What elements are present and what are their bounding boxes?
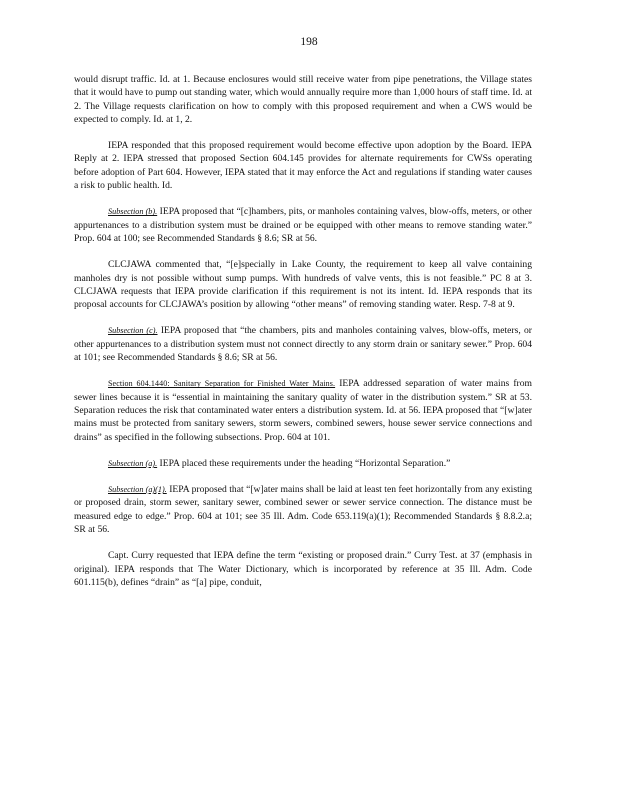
paragraph-text: IEPA responded that this proposed requirement would become effective upon adoption by the Board. IEPA Reply at 2. IEPA stressed that proposed Section 604.145 provides for alternate requirements for CWSs operating before adoption of Part 604. However, IEPA stated that it may enforce the Act and regulations if standing water causes a risk to public health. Id. [74, 140, 532, 192]
section-heading: Section 604.1440: Sanitary Separation for Finished Water Mains. [108, 379, 336, 389]
subsection-heading: Subsection (c). [108, 326, 158, 336]
paragraph-text: IEPA proposed that “[c]hambers, pits, or manholes containing valves, blow-offs, meters, or other appurtenances to a distribution system must be drained or be equipped with other means to remove standing water.” Prop. 604 at 100; see Recommended Standards § 8.6; SR at 56. [74, 206, 532, 244]
paragraph-subsection-a1 [74, 483, 532, 536]
paragraph-section-604-1440 [74, 377, 532, 443]
paragraph-clcjawa-comment [74, 258, 532, 311]
paragraph-text: IEPA addressed separation of water mains from sewer lines because it is “essential in maintaining the sanitary quality of water in the distribution system.” SR at 53. Separation reduces the risk that contaminated water enters a distribution system. Id. at 56. IEPA proposed that “[w]ater mains must be protected from sanitary sewers, storm sewers, combined sewers, house sewer service connections and drains” as specified in the following subsections. Prop. 604 at 101. [74, 378, 532, 443]
paragraph-text: Capt. Curry requested that IEPA define the term “existing or proposed drain.” Curry Test. at 37 (emphasis in original). IEPA responds that The Water Dictionary, which is incorporated by reference at 35 Ill. Adm. Code 601.115(b), defines “drain” as “[a] pipe, conduit, [74, 550, 532, 588]
paragraph-2 [74, 139, 532, 192]
paragraph-subsection-a [74, 457, 532, 470]
paragraph-curry-request [74, 549, 532, 589]
paragraph-text: IEPA proposed that “the chambers, pits and manholes containing valves, blow-offs, meters, or other appurtenances to a distribution system must not connect directly to any storm drain or sanitary sewer.” Prop. 604 at 101; see Recommended Standards § 8.6; SR at 56. [74, 325, 533, 364]
page-number: 198 [300, 36, 318, 48]
subsection-heading: Subsection (a)(1). [108, 485, 167, 495]
paragraph-text: would disrupt traffic. Id. at 1. Because enclosures would still receive water from pipe penetrations, the Village states that it would have to pump out standing water, which would annually require more than 1,000 hours of staff time. Id. at 2. The Village requests clarification on how to comply with this proposed requirement and when a CWS would be expected to comply. Id. at 1, 2. [74, 74, 532, 125]
subsection-heading: Subsection (a). [108, 458, 158, 468]
paragraph-subsection-c [74, 324, 532, 364]
paragraph-text: IEPA proposed that “[w]ater mains shall be laid at least ten feet horizontally from any existing or proposed drain, storm sewer, sanitary sewer, combined sewer or sewer service connection. The distance must be measured edge to edge.” Prop. 604 at 101; see 35 Ill. Adm. Code 653.119(a)(1); Recommended Standards § 8.8.2.a; SR at 56. [74, 484, 532, 536]
page-body [74, 73, 532, 602]
paragraph-1 [74, 73, 532, 126]
paragraph-text: CLCJAWA commented that, “[e]specially in Lake County, the requirement to keep all valve containing manholes dry is not possible without sump pumps. With hundreds of valve vents, this is not feasible.” PC 8 at 3. CLCJAWA requests that IEPA provide clarification if this requirement is not its intent. Id. IEPA responds that its proposal accounts for CLCJAWA’s position by allowing “other means” of removing standing water. Resp. 7-8 at 9. [74, 259, 532, 311]
subsection-heading: Subsection (b). [108, 207, 158, 217]
paragraph-text: IEPA placed these requirements under the heading “Horizontal Separation.” [159, 457, 451, 469]
paragraph-subsection-b [74, 205, 532, 245]
